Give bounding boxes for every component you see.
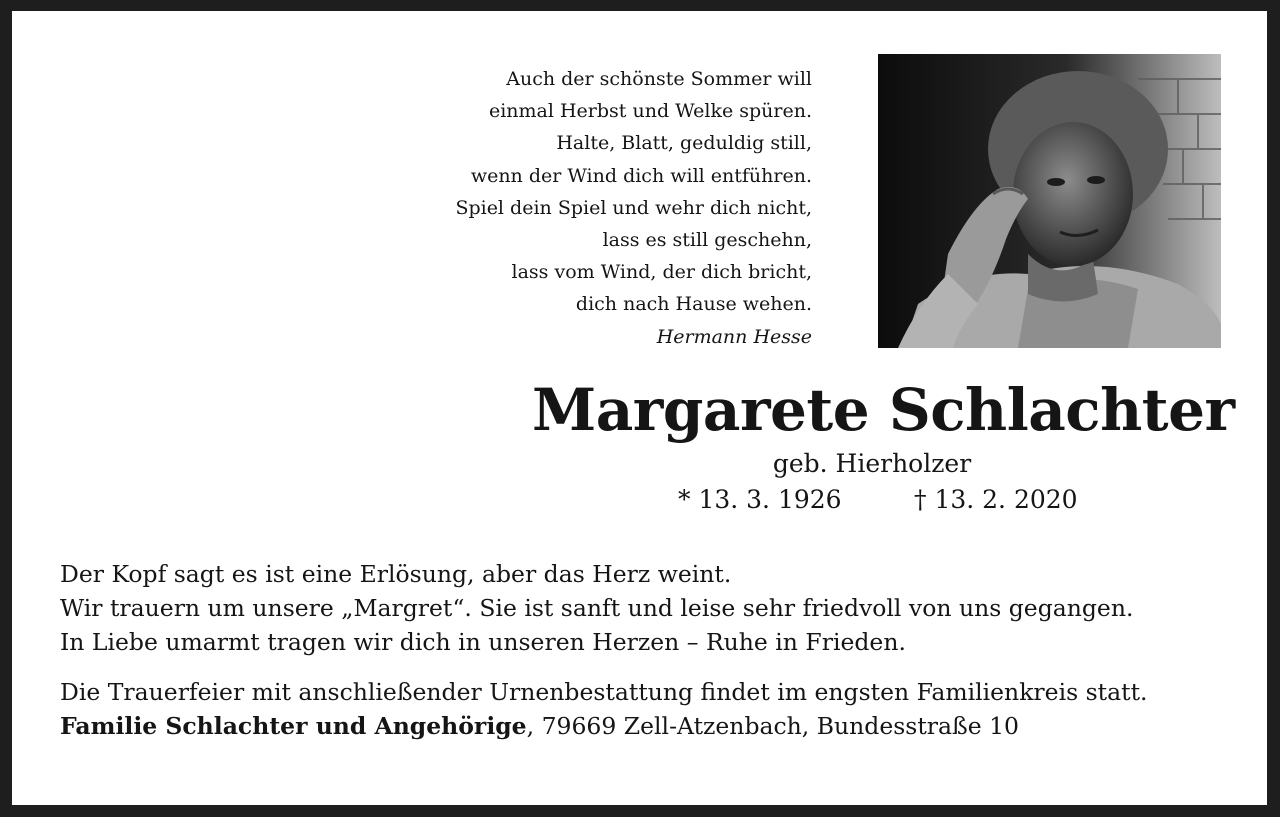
poem-line: lass es still geschehn, — [602, 229, 812, 252]
birth-date: * 13. 3. 1926 — [678, 485, 842, 514]
poem-line: lass vom Wind, der dich bricht, — [511, 261, 812, 284]
poem-line: Spiel dein Spiel und wehr dich nicht, — [455, 196, 812, 219]
poem — [392, 63, 812, 353]
poem-line: Halte, Blatt, geduldig still, — [556, 132, 812, 155]
maiden-name: geb. Hierholzer — [772, 449, 972, 478]
poem-line: dich nach Hause wehen. — [575, 293, 812, 316]
poem-line: Auch der schönste Sommer will — [506, 68, 812, 90]
portrait-photo-icon — [878, 54, 1221, 348]
family-name: Familie Schlachter und Angehörige — [60, 712, 527, 740]
obituary-card — [12, 11, 1267, 805]
paragraph-gap — [60, 659, 1250, 675]
message-line: In Liebe umarmt tragen wir dich in unseren Herzen – Ruhe in Frieden. — [60, 628, 906, 656]
death-date: † 13. 2. 2020 — [914, 485, 1078, 514]
poem-line: wenn der Wind dich will entführen. — [470, 164, 812, 187]
poem-author: Hermann Hesse — [656, 325, 812, 348]
family-address: , 79669 Zell-Atzenbach, Bundesstraße 10 — [526, 712, 1020, 740]
deceased-name: Margarete Schlachter — [532, 376, 1235, 444]
message-line: Wir trauern um unsere „Margret“. Sie ist sanft und leise sehr friedvoll von uns gegangen. — [60, 594, 1134, 622]
funeral-info: Die Trauerfeier mit anschließender Urnenbestattung findet im engsten Familienkreis statt. — [60, 678, 1148, 706]
family-signature — [60, 709, 1250, 743]
portrait-photo — [878, 54, 1221, 348]
poem-line: einmal Herbst und Welke spüren. — [488, 100, 812, 123]
message-line: Der Kopf sagt es ist eine Erlösung, aber das Herz weint. — [60, 560, 732, 588]
mourning-message — [60, 557, 1250, 743]
